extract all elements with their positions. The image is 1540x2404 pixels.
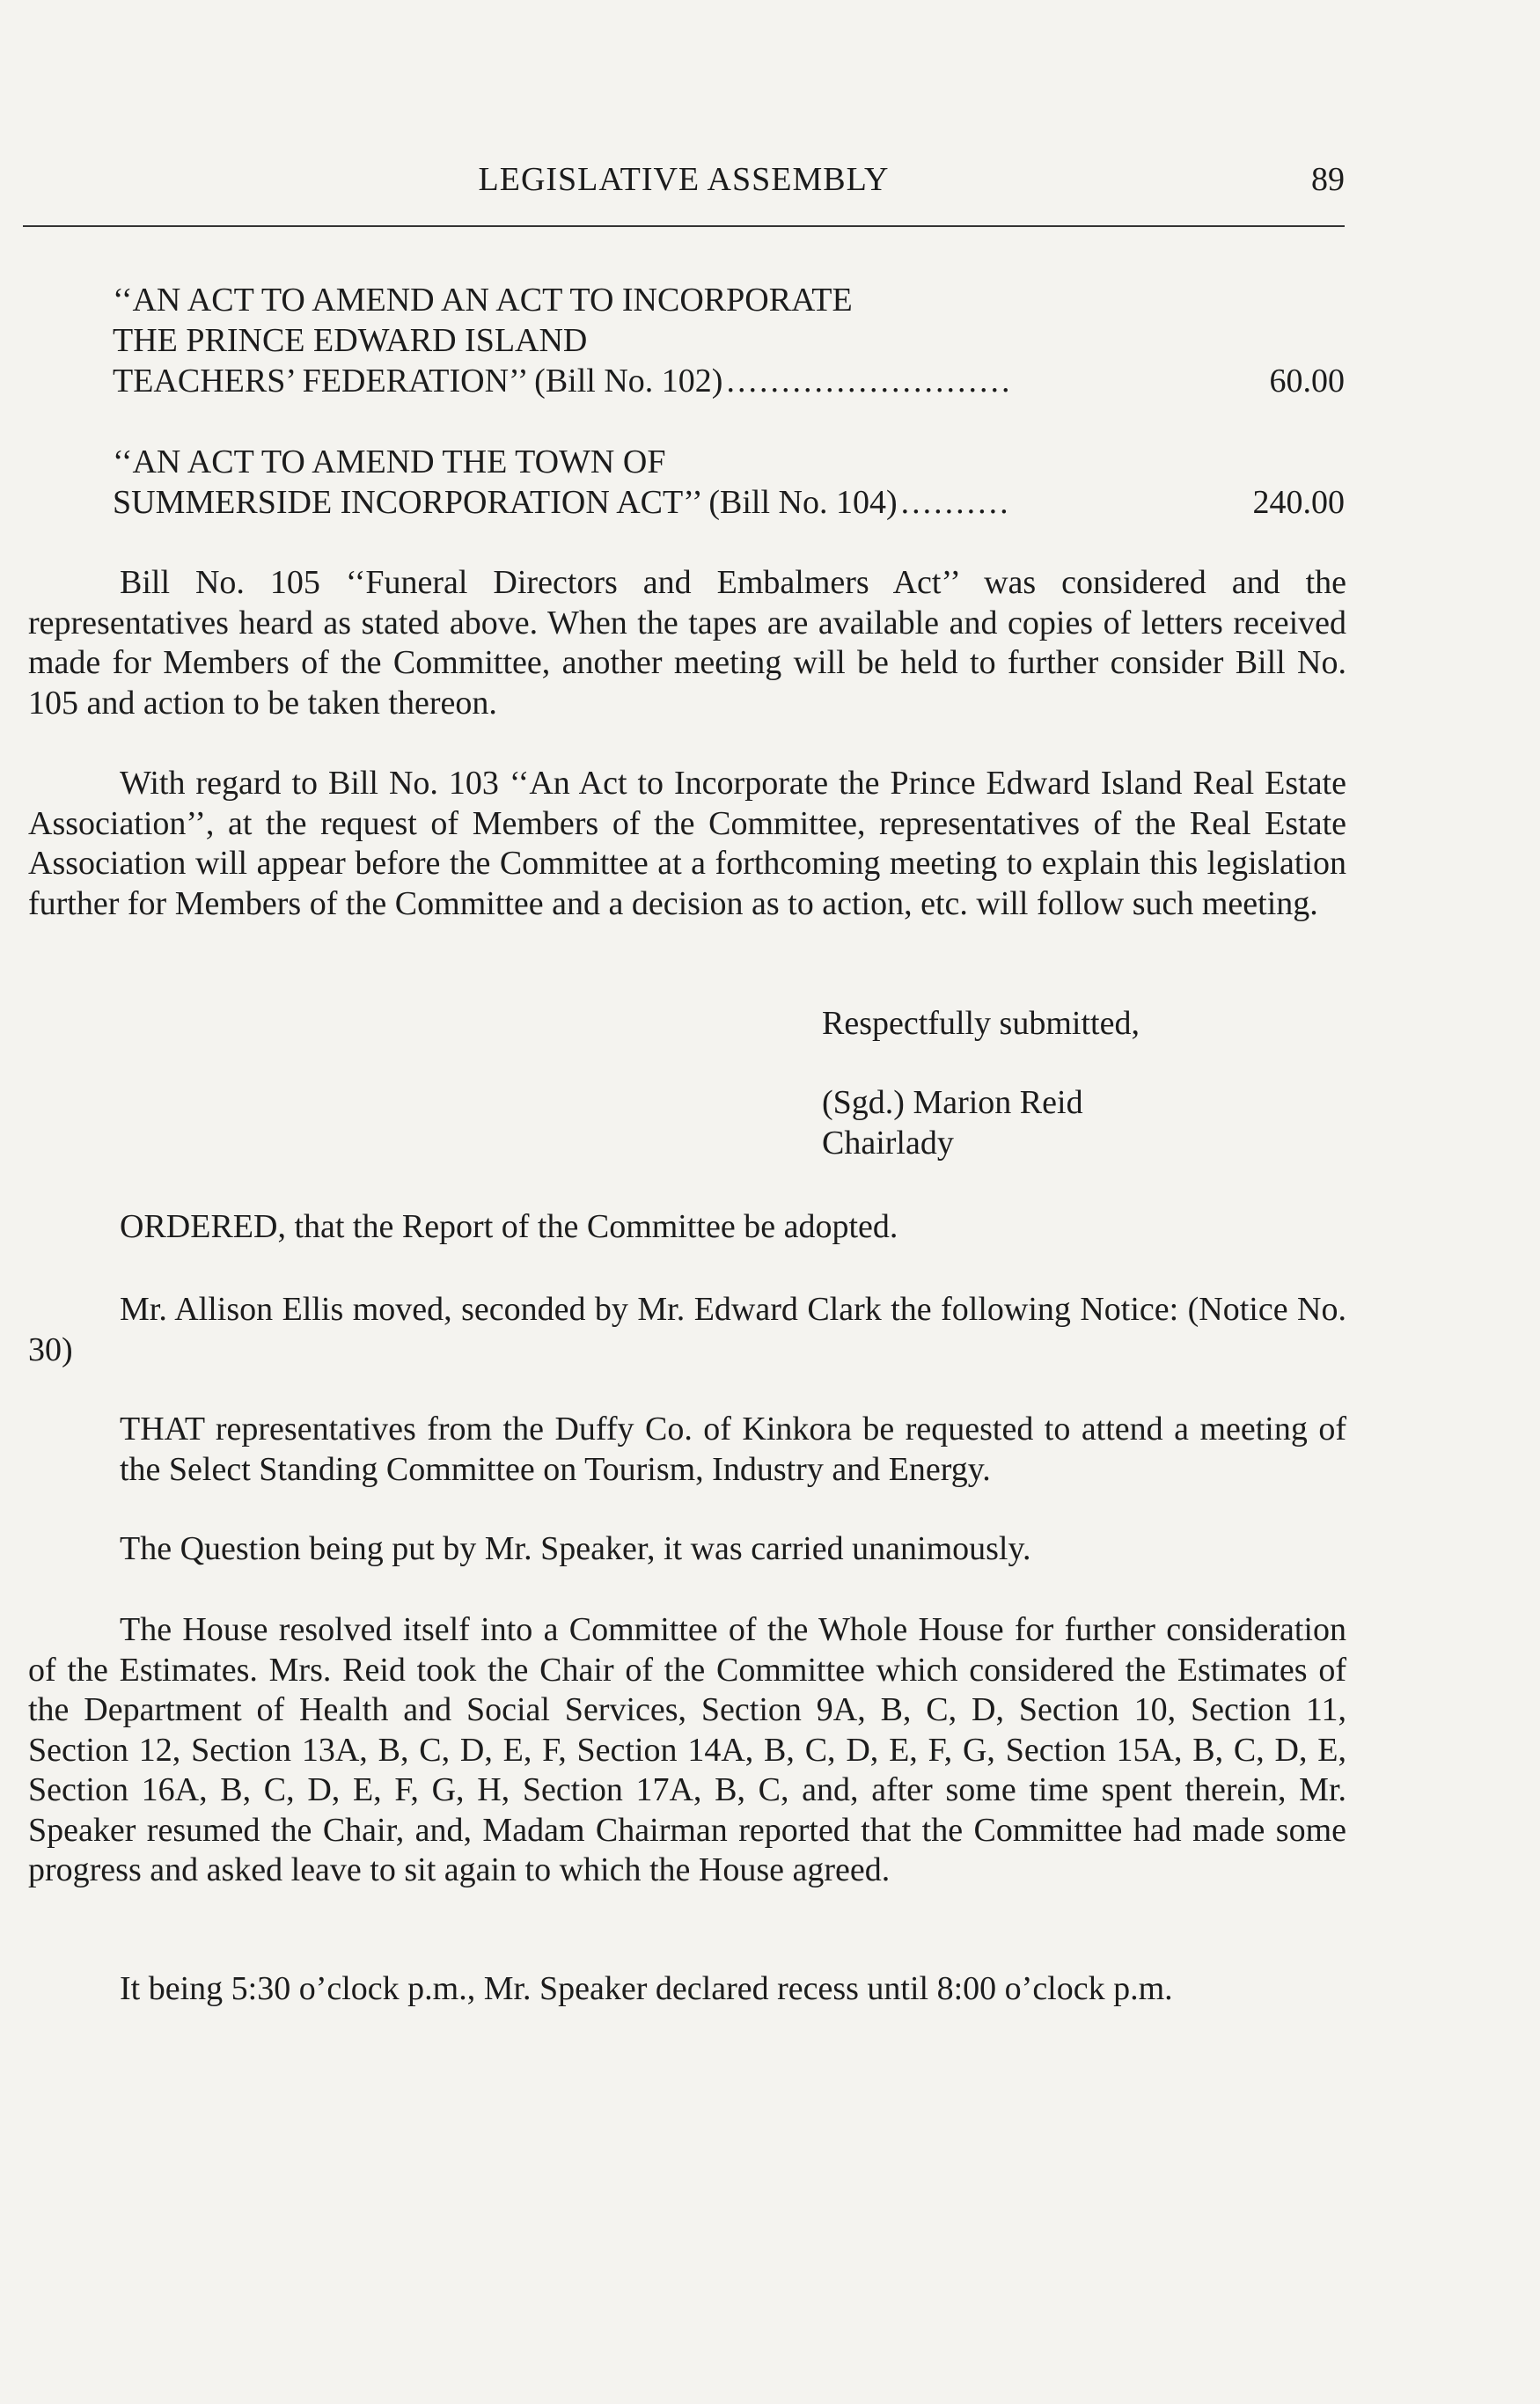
page-number: 89 [1311,161,1345,198]
page-header [23,160,1345,202]
bill-title-line-with-amount: TEACHERS’ FEDERATION’’ (Bill No. 102) .......................... 60.00 [113,363,1345,399]
dot-leader: .......................... [726,363,1013,399]
question-paragraph: The Question being put by Mr. Speaker, it was carried unanimously. [120,1530,1031,1567]
running-title: LEGISLATIVE ASSEMBLY [478,161,890,198]
bill-title-line: ‘‘AN ACT TO AMEND THE TOWN OF [113,443,666,480]
bill-entry-102 [113,280,1345,401]
bill-entry-104 [113,442,1345,523]
paragraph-bill-105: Bill No. 105 ‘‘Funeral Directors and Embalmers Act’’ was considered and the representatives heard as stated above. When the tapes are available and copies of letters received made for Members of the Committee, another meeting will be held to further consider Bill No. 105 and action to be taken thereon. [28,564,1346,722]
bill-amount: 60.00 [1269,363,1345,399]
motion-intro-paragraph: Mr. Allison Ellis moved, seconded by Mr. Edward Clark the following Notice: (Notice No. 30) [28,1291,1346,1368]
signature-name: (Sgd.) Marion Reid [822,1084,1083,1121]
committee-whole-paragraph: The House resolved itself into a Committee of the Whole House for further consideration of the Estimates. Mrs. Reid took the Chair of the Committee which considered the Estimates of the Department of Health and Social Services, Section 9A, B, C, D, Section 10, Section 11, Section 12, Section 13A, B, C, D, E, F, Section 14A, B, C, D, E, F, G, Section 15A, B, C, D, E, Section 16A, B, C, D, E, F, G, H, Section 17A, B, C, and, after some time spent therein, Mr. Speaker resumed the Chair, and, Madam Chairman reported that the Committee had made some progress and asked leave to sit again to which the House agreed. [28,1611,1346,1888]
recess-paragraph: It being 5:30 o’clock p.m., Mr. Speaker declared recess until 8:00 o’clock p.m. [120,1970,1173,2007]
signature-closing: Respectfully submitted, [822,1005,1140,1042]
bill-title-line: THE PRINCE EDWARD ISLAND [113,322,588,359]
bill-title-line-with-amount: SUMMERSIDE INCORPORATION ACT’’ (Bill No. 104) .......... 240.00 [113,484,1345,521]
bill-title-line: ‘‘AN ACT TO AMEND AN ACT TO INCORPORATE [113,282,853,319]
header-divider [23,225,1345,227]
ordered-paragraph: ORDERED, that the Report of the Committee be adopted. [120,1208,898,1245]
bill-amount: 240.00 [1252,484,1345,521]
signature-title: Chairlady [822,1125,954,1162]
paragraph-bill-103: With regard to Bill No. 103 ‘‘An Act to Incorporate the Prince Edward Island Real Estate Association’’, at the request of Members of the Committee, representatives of the Real Estate Association will appear before the Committee at a forthcoming meeting to explain this legislation further for Members of the Committee and a decision as to action, etc. will follow such meeting. [28,765,1346,922]
motion-text: THAT representatives from the Duffy Co. of Kinkora be requested to attend a meeting of the Select Standing Committee on Tourism, Industry and Energy. [120,1411,1346,1488]
dot-leader: .......... [900,484,1011,521]
